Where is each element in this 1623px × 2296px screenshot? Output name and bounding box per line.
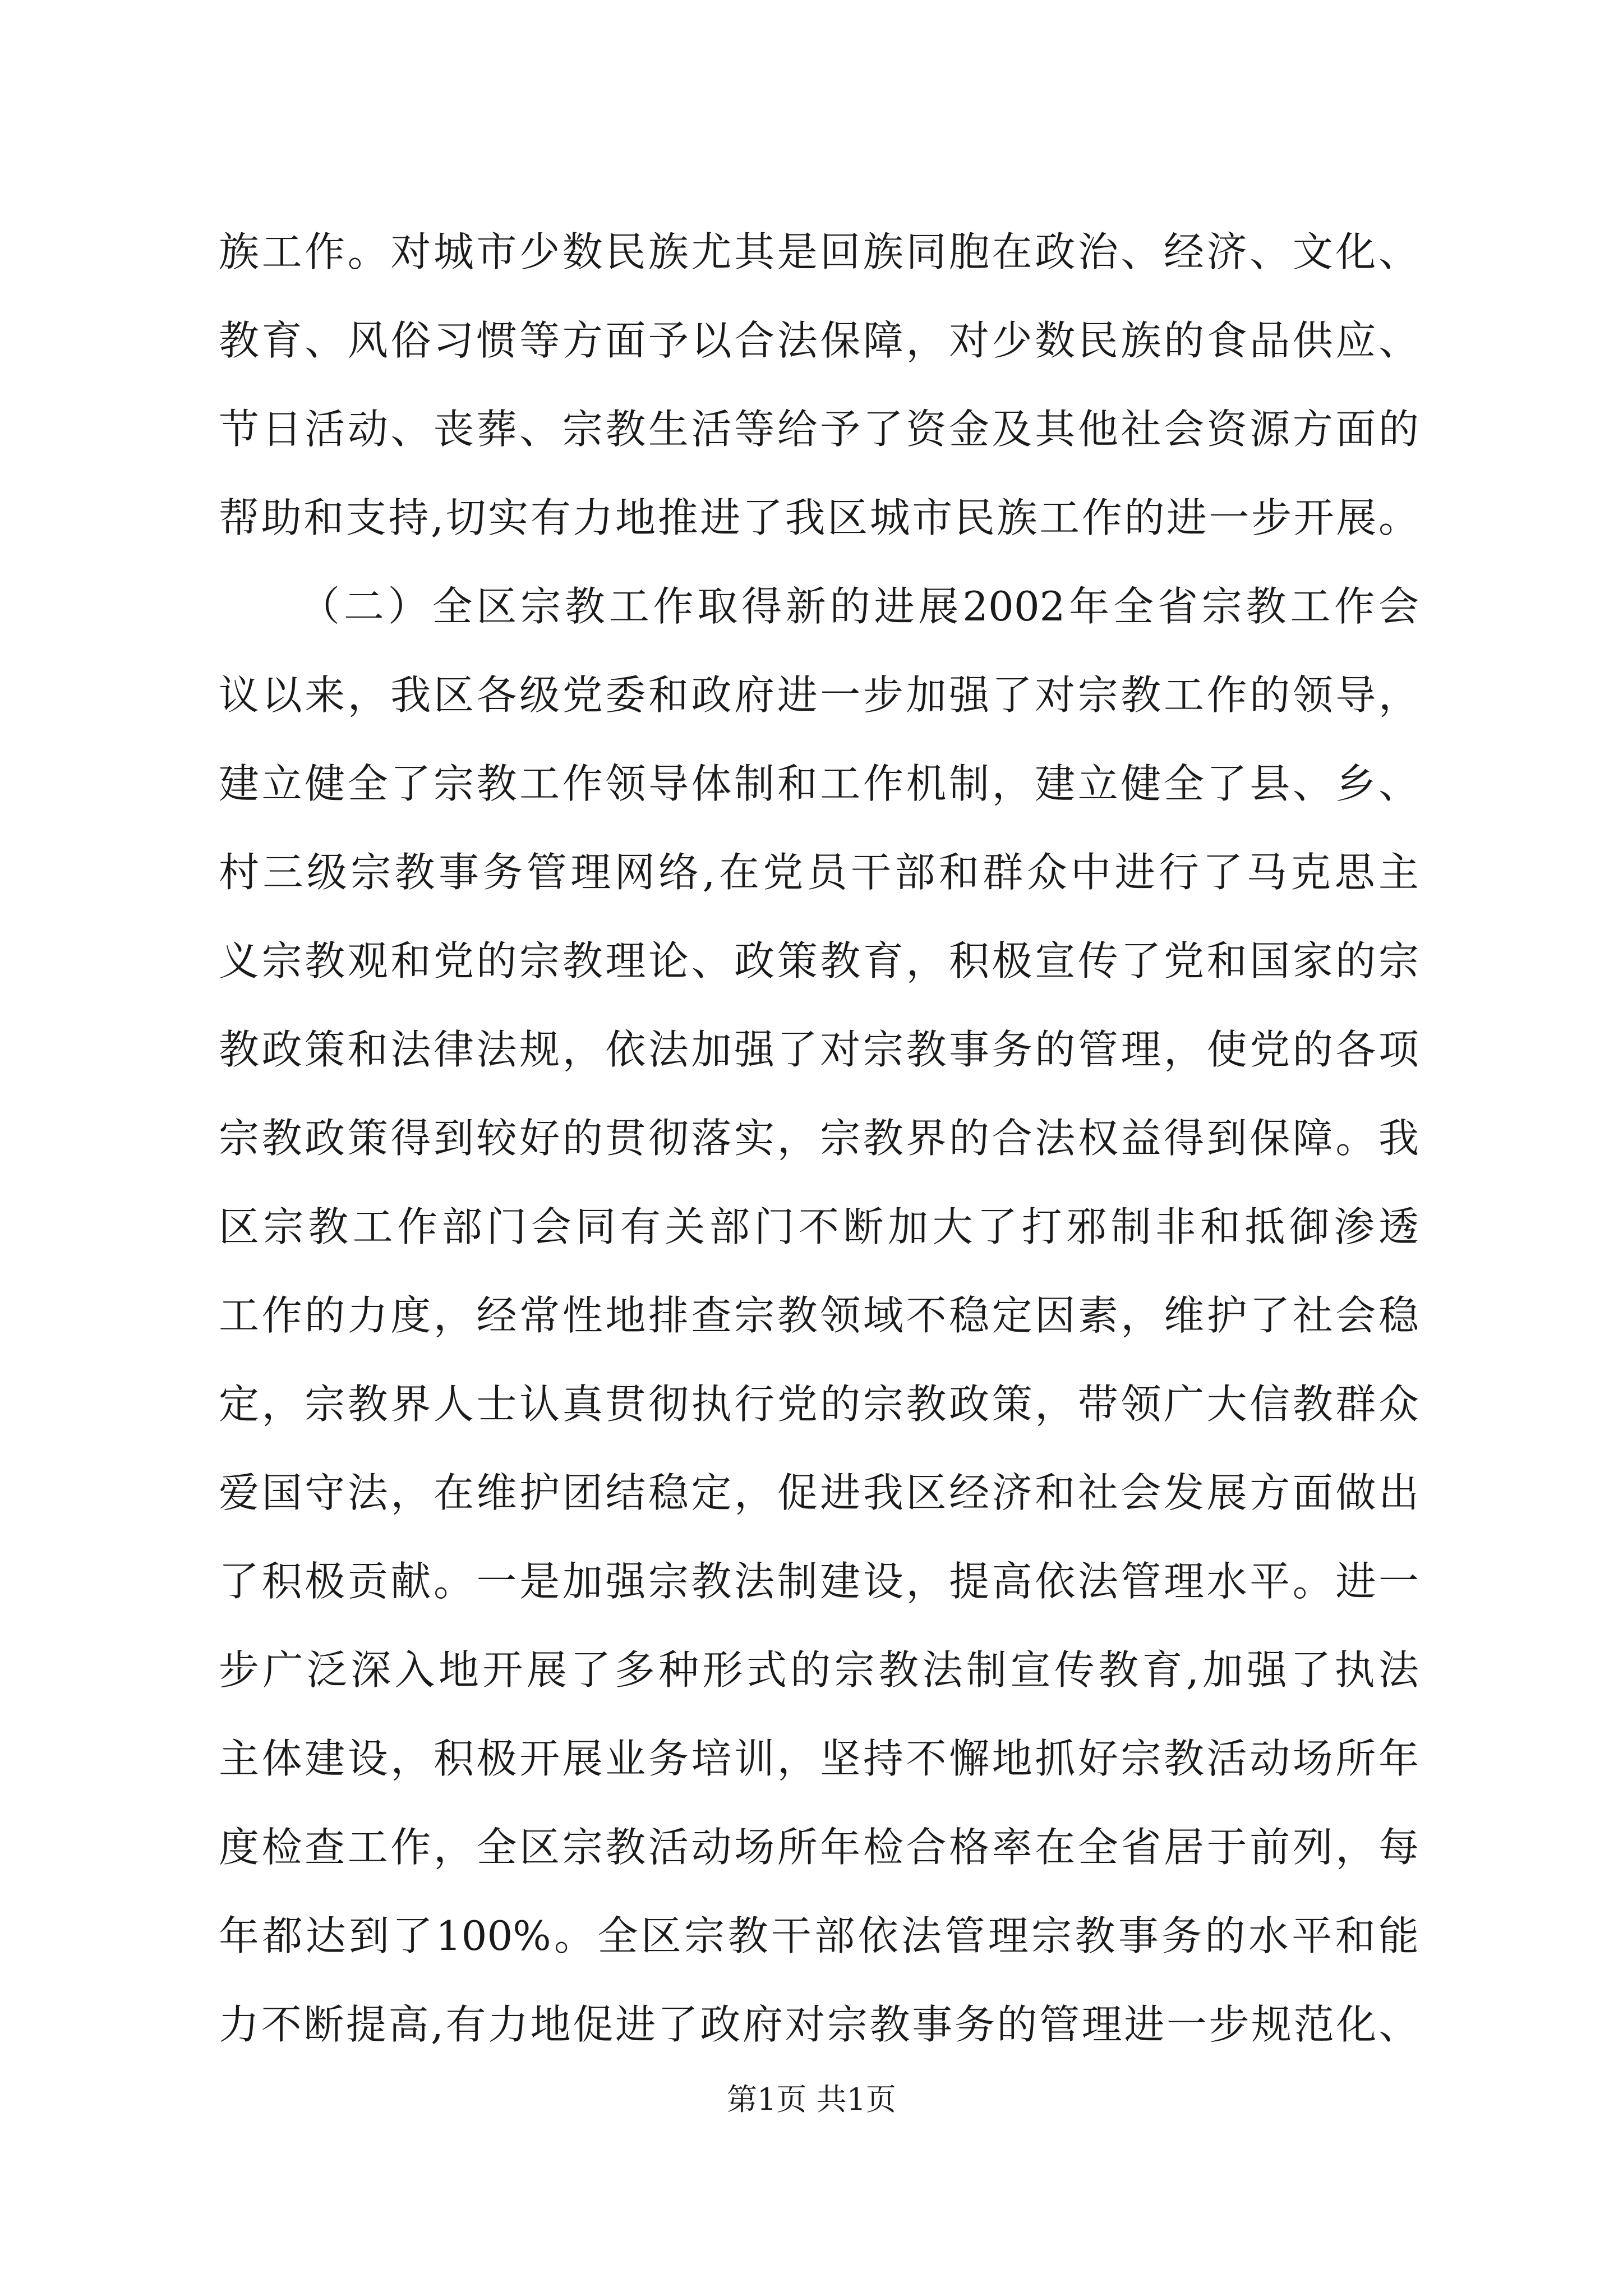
text-line: 年都达到了100%。全区宗教干部依法管理宗教事务的水平和能 (219, 1912, 1419, 1959)
text-line: 族工作。对城市少数民族尤其是回族同胞在政治、经济、文化、 (219, 228, 1419, 275)
text-line: 村三级宗教事务管理网络,在党员干部和群众中进行了马克思主 (219, 849, 1419, 896)
text-line: 区宗教工作部门会同有关部门不断加大了打邪制非和抵御渗透 (219, 1203, 1419, 1250)
text-line: 宗教政策得到较好的贯彻落实，宗教界的合法权益得到保障。我 (219, 1115, 1419, 1162)
text-line: 建立健全了宗教工作领导体制和工作机制，建立健全了县、乡、 (219, 760, 1419, 807)
text-line: 教育、风俗习惯等方面予以合法保障，对少数民族的食品供应、 (219, 317, 1419, 364)
page-number-label: 第1页 共1页 (727, 2082, 896, 2117)
page-footer (0, 2076, 1623, 2119)
text-line: 义宗教观和党的宗教理论、政策教育，积极宣传了党和国家的宗 (219, 937, 1419, 984)
text-line: 节日活动、丧葬、宗教生活等给予了资金及其他社会资源方面的 (219, 406, 1419, 453)
text-line: 度检查工作，全区宗教活动场所年检合格率在全省居于前列，每 (219, 1824, 1419, 1871)
text-line: （二）全区宗教工作取得新的进展2002年全省宗教工作会 (299, 583, 1419, 630)
text-line: 了积极贡献。一是加强宗教法制建设，提高依法管理水平。进一 (219, 1558, 1419, 1605)
text-line: 定，宗教界人士认真贯彻执行党的宗教政策，带领广大信教群众 (219, 1381, 1419, 1428)
text-line: 教政策和法律法规，依法加强了对宗教事务的管理，使党的各项 (219, 1026, 1419, 1073)
text-line: 工作的力度，经常性地排查宗教领域不稳定因素，维护了社会稳 (219, 1292, 1419, 1339)
text-line: 力不断提高,有力地促进了政府对宗教事务的管理进一步规范化、 (219, 2001, 1419, 2048)
text-line: 议以来，我区各级党委和政府进一步加强了对宗教工作的领导， (219, 671, 1419, 719)
text-line: 主体建设，积极开展业务培训，坚持不懈地抓好宗教活动场所年 (219, 1735, 1419, 1782)
text-line: 帮助和支持,切实有力地推进了我区城市民族工作的进一步开展。 (219, 494, 1419, 541)
text-line: 爱国守法，在维护团结稳定，促进我区经济和社会发展方面做出 (219, 1469, 1419, 1516)
text-line: 步广泛深入地开展了多种形式的宗教法制宣传教育,加强了执法 (219, 1646, 1419, 1694)
document-body (219, 208, 1419, 2069)
